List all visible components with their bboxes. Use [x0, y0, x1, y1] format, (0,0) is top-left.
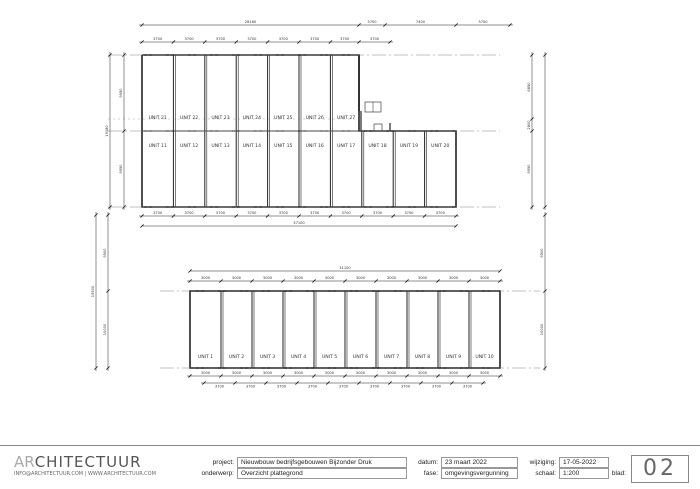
- unit-label: UNIT 25: [274, 116, 293, 121]
- company-logo: [14, 453, 142, 471]
- upper-bottom-dim-label: 3700: [184, 211, 194, 216]
- project-label: project:: [212, 459, 234, 466]
- lower-bottom-dim2-label: 3700: [369, 384, 380, 389]
- upper-bottom-dim-label: 3700: [404, 211, 414, 216]
- upper-left-dim-label: 9950: [119, 164, 123, 174]
- lower-left-dim-label: 10000: [103, 323, 107, 336]
- lower-bottom-dim-label: 3000: [293, 371, 304, 376]
- logo-prefix: AR: [14, 453, 35, 471]
- schaal-label: schaal:: [535, 470, 556, 477]
- upper-top-dim-label: 28160: [244, 20, 257, 25]
- upper-module-dim-label: 3700: [153, 37, 163, 42]
- unit-label: UNIT 11: [148, 144, 167, 149]
- unit-label: UNIT 10: [475, 355, 494, 360]
- lower-left-dim-label: 9500: [103, 248, 107, 258]
- lower-top-dim-label: 3000: [262, 276, 273, 281]
- fase-value: omgevingsvergunning: [441, 468, 518, 479]
- company-contact: INFO@ARCHITECTUUR.COM | WWW.ARCHITECTUUR.COM: [14, 471, 156, 477]
- upper-bottom-dim-label: 3700: [341, 211, 351, 216]
- unit-label: UNIT 24: [242, 116, 262, 121]
- upper-bottom-dim-label: 3700: [215, 211, 226, 216]
- lower-bottom-dim-label: 3000: [417, 371, 428, 376]
- lower-bottom-dim-label: 3000: [324, 371, 335, 376]
- drawing-lines: [94, 23, 546, 384]
- lower-bottom-dim-label: 3000: [200, 371, 211, 376]
- unit-label: UNIT 18: [368, 144, 387, 149]
- upper-module-dim-label: 3700: [247, 37, 257, 42]
- lower-bottom-dim-label: 3000: [231, 371, 242, 376]
- unit-label: UNIT 2: [228, 355, 245, 360]
- unit-label: UNIT 15: [274, 144, 293, 149]
- upper-right-dim-label: 9950: [527, 164, 531, 174]
- upper-module-dim-label: 3700: [278, 37, 288, 42]
- unit-label: UNIT 3: [259, 355, 276, 360]
- wijziging-label: wijziging:: [529, 459, 556, 466]
- unit-label: UNIT 22: [179, 116, 199, 121]
- unit-label: UNIT 14: [242, 144, 262, 149]
- lower-right-dim-label: 10000: [540, 323, 544, 336]
- unit-label: UNIT 21: [148, 116, 167, 121]
- lower-bottom-dim2-label: 3700: [245, 384, 256, 389]
- unit-label: UNIT 27: [336, 116, 356, 121]
- upper-right-dim-label: 6850: [527, 82, 531, 92]
- sheet-number: 02: [631, 455, 689, 483]
- unit-label: UNIT 6: [352, 355, 369, 360]
- upper-module-dim-label: 3700: [184, 37, 194, 42]
- wijziging-value: 17-05-2022: [559, 457, 609, 468]
- lower-right-dim-label: 9500: [540, 248, 544, 258]
- upper-bottom-dim-label: 3700: [310, 211, 320, 216]
- upper-module-dim-label: 3700: [369, 37, 380, 42]
- upper-top-dim-label: 3700: [478, 20, 488, 25]
- upper-bottom-dim-label: 3700: [153, 211, 163, 216]
- upper-left-dim-label: 9950: [119, 88, 123, 98]
- lower-bottom-dim-label: 3000: [355, 371, 366, 376]
- datum-label: datum:: [418, 459, 438, 466]
- unit-label: UNIT 16: [305, 144, 324, 149]
- unit-label: UNIT 4: [290, 355, 307, 360]
- upper-module-dim-label: 3700: [340, 37, 350, 42]
- lower-bottom-dim-label: 3000: [262, 371, 273, 376]
- lower-bottom-dim2-label: 3700: [400, 384, 411, 389]
- unit-label: UNIT 19: [399, 144, 419, 149]
- unit-label: UNIT 12: [179, 144, 199, 149]
- schaal-value: 1:200: [559, 468, 609, 479]
- lower-top-dim-label: 3000: [448, 276, 459, 281]
- lower-bottom-dim2-label: 3700: [338, 384, 349, 389]
- unit-label: UNIT 23: [211, 116, 230, 121]
- upper-top-dim-label: 7400: [415, 20, 426, 25]
- drawing-labels: [91, 20, 544, 388]
- unit-label: UNIT 9: [445, 355, 462, 360]
- unit-label: UNIT 7: [383, 355, 400, 360]
- lower-top-dim-label: 3000: [479, 276, 490, 281]
- datum-value: 23 maart 2022: [441, 457, 518, 468]
- logo-main: CHITECTUUR: [34, 453, 142, 471]
- lower-top-dim-label: 3000: [386, 276, 397, 281]
- upper-overall-label: 37100: [293, 221, 305, 225]
- blad-label: blad:: [611, 470, 626, 477]
- lower-bottom-dim2-label: 3700: [431, 384, 442, 389]
- unit-label: UNIT 8: [414, 355, 431, 360]
- lower-bottom-dim2-label: 3700: [276, 384, 287, 389]
- upper-module-dim-label: 3700: [310, 37, 320, 42]
- unit-label: UNIT 13: [211, 144, 230, 149]
- upper-top-dim-label: 3700: [367, 20, 377, 25]
- lower-top-dim-label: 3000: [231, 276, 242, 281]
- upper-bottom-dim-label: 3700: [372, 211, 383, 216]
- unit-label: UNIT 26: [305, 116, 324, 121]
- lower-left-total-label: 19500: [91, 285, 95, 298]
- upper-left-total-label: 19180: [105, 125, 109, 137]
- lower-bottom-dim-label: 3000: [448, 371, 459, 376]
- lower-bottom-dim-label: 3000: [386, 371, 397, 376]
- entrance-stair: [374, 124, 382, 131]
- title-block: [0, 445, 700, 489]
- lower-top-dim-label: 3000: [293, 276, 304, 281]
- upper-bottom-dim-label: 3700: [435, 211, 445, 216]
- lower-bottom-dim2-label: 3700: [462, 384, 473, 389]
- onderwerp-value: Overzicht plattegrond: [237, 468, 407, 479]
- project-value: Nieuwbouw bedrijfsgebouwen Bijzonder Druk: [237, 457, 407, 468]
- upper-bottom-dim-label: 3700: [247, 211, 257, 216]
- fase-label: fase:: [423, 470, 438, 477]
- upper-right-dim-label: 2800: [527, 120, 531, 130]
- unit-label: UNIT 5: [321, 355, 338, 360]
- lower-top-dim-label: 3000: [417, 276, 428, 281]
- lower-bottom-dim2-label: 3700: [307, 384, 318, 389]
- lower-top-dim-label: 3000: [200, 276, 211, 281]
- lower-overall-label: 31100: [339, 266, 351, 270]
- upper-module-dim-label: 3700: [215, 37, 226, 42]
- lower-bottom-dim2-label: 3700: [214, 384, 225, 389]
- unit-label: UNIT 17: [336, 144, 356, 149]
- lower-bottom-dim-label: 3000: [479, 371, 490, 376]
- unit-label: UNIT 20: [431, 144, 450, 149]
- upper-bottom-dim-label: 3700: [278, 211, 288, 216]
- onderwerp-label: onderwerp:: [201, 470, 234, 477]
- lower-top-dim-label: 3000: [324, 276, 335, 281]
- lower-top-dim-label: 3000: [355, 276, 366, 281]
- unit-label: UNIT 1: [197, 355, 214, 360]
